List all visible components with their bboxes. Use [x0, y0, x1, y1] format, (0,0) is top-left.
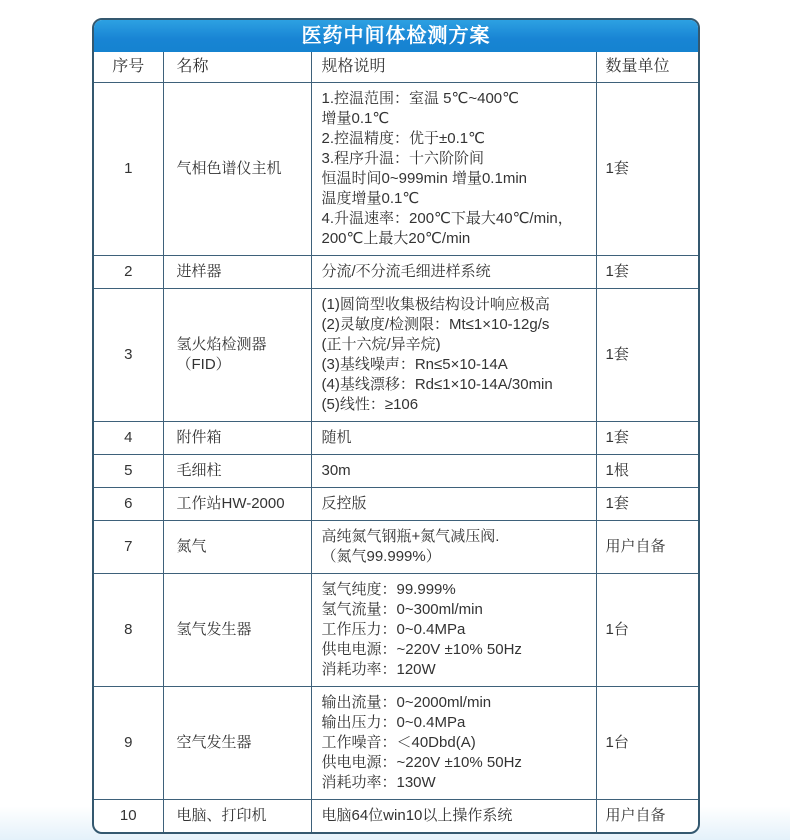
table-body: [94, 82, 698, 832]
cell-specification: [311, 454, 596, 487]
table-row: [94, 82, 698, 255]
spec-line: 1.控温范围：室温 5℃~400℃: [321, 89, 519, 107]
table-row: [94, 255, 698, 288]
cell-serial-number: 2: [94, 255, 163, 288]
cell-quantity-unit: 1套: [596, 487, 698, 520]
cell-item-name: 进样器: [163, 255, 311, 288]
spec-sheet-card: [92, 18, 700, 834]
cell-quantity-unit: 1套: [596, 288, 698, 421]
table-row: [94, 573, 698, 686]
cell-specification: [311, 520, 596, 573]
cell-specification: [311, 487, 596, 520]
spec-line: 3.程序升温：十六阶阶间: [321, 149, 485, 167]
spec-line: 高纯氮气钢瓶+氮气减压阀.: [321, 527, 500, 545]
spec-line: 30m: [321, 461, 351, 479]
spec-line: 工作压力：0~0.4MPa: [321, 620, 466, 638]
spec-line: 输出压力：0~0.4MPa: [321, 713, 466, 731]
spec-line: 恒温时间0~999min 增量0.1min: [321, 169, 527, 187]
spec-line: 工作噪音：＜40Dbd(A): [321, 733, 476, 751]
cell-specification: [311, 686, 596, 799]
cell-item-name: 气相色谱仪主机: [163, 82, 311, 255]
cell-specification: [311, 255, 596, 288]
cell-serial-number: 1: [94, 82, 163, 255]
cell-quantity-unit: 1台: [596, 686, 698, 799]
column-header-qty: 数量单位: [596, 52, 698, 82]
cell-specification: [311, 799, 596, 832]
table-row: [94, 487, 698, 520]
spec-line: 消耗功率：130W: [321, 773, 436, 791]
cell-specification: [311, 288, 596, 421]
cell-specification: [311, 573, 596, 686]
cell-serial-number: 4: [94, 421, 163, 454]
table-row: [94, 799, 698, 832]
cell-item-name: 氮气: [163, 520, 311, 573]
cell-item-name: 电脑、打印机: [163, 799, 311, 832]
table-row: [94, 288, 698, 421]
spec-line: (正十六烷/异辛烷): [321, 335, 441, 353]
cell-serial-number: 8: [94, 573, 163, 686]
spec-table: [94, 52, 698, 832]
table-row: [94, 421, 698, 454]
spec-line: 温度增量0.1℃: [321, 189, 420, 207]
cell-specification: [311, 82, 596, 255]
column-header-spec: 规格说明: [311, 52, 596, 82]
spec-line: (1)圆筒型收集极结构设计响应极高: [321, 295, 550, 313]
spec-line: (5)线性：≥106: [321, 395, 419, 413]
spec-line: 输出流量：0~2000ml/min: [321, 693, 492, 711]
spec-line: 供电电源：~220V ±10% 50Hz: [321, 640, 522, 658]
cell-item-name: 工作站HW-2000: [163, 487, 311, 520]
cell-quantity-unit: 用户自备: [596, 520, 698, 573]
cell-item-name: 空气发生器: [163, 686, 311, 799]
spec-line: 4.升温速率：200℃下最大40℃/min，: [321, 209, 573, 227]
spec-line: 2.控温精度：优于±0.1℃: [321, 129, 485, 147]
cell-quantity-unit: 1套: [596, 421, 698, 454]
spec-line: 供电电源：~220V ±10% 50Hz: [321, 753, 522, 771]
spec-line: 消耗功率：120W: [321, 660, 436, 678]
cell-quantity-unit: 用户自备: [605, 806, 666, 824]
spec-line: 氢气纯度：99.999%: [321, 580, 456, 598]
spec-line: (3)基线噪声：Rn≤5×10-14A: [321, 355, 508, 373]
spec-line: (2)灵敏度/检测限：Mt≤1×10-12g/s: [321, 315, 550, 333]
spec-line: 反控版: [321, 494, 367, 512]
spec-line: (4)基线漂移：Rd≤1×10-14A/30min: [321, 375, 553, 393]
cell-item-name: 毛细柱: [163, 454, 311, 487]
cell-quantity-unit: 1根: [596, 454, 698, 487]
cell-item-name: 氢火焰检测器（FID）: [163, 288, 311, 421]
column-header-name: 名称: [163, 52, 311, 82]
spec-line: （氮气99.999%）: [321, 547, 441, 565]
cell-item-name: 附件箱: [163, 421, 311, 454]
spec-line: 增量0.1℃: [321, 109, 390, 127]
spec-line: 200℃上最大20℃/min: [321, 229, 471, 247]
cell-quantity-unit: 1套: [596, 82, 698, 255]
cell-item-name: 氢气发生器: [163, 573, 311, 686]
spec-line: 分流/不分流毛细进样系统: [321, 262, 491, 280]
table-row: [94, 454, 698, 487]
table-row: [94, 686, 698, 799]
cell-serial-number: 3: [94, 288, 163, 421]
cell-quantity-unit: 1台: [596, 573, 698, 686]
cell-serial-number: 6: [94, 487, 163, 520]
cell-serial-number: 9: [94, 686, 163, 799]
cell-serial-number: 10: [94, 799, 163, 832]
cell-quantity-unit: 1套: [596, 255, 698, 288]
cell-specification: [311, 421, 596, 454]
spec-line: 随机: [321, 428, 352, 446]
cell-serial-number: 7: [94, 520, 163, 573]
cell-serial-number: 5: [94, 454, 163, 487]
table-row: [94, 520, 698, 573]
page-title: 医药中间体检测方案: [94, 20, 698, 52]
column-header-no: 序号: [94, 52, 163, 82]
header-row: [94, 52, 698, 82]
spec-line: 氢气流量：0~300ml/min: [321, 600, 483, 618]
spec-line: 电脑64位win10以上操作系统: [321, 806, 513, 824]
